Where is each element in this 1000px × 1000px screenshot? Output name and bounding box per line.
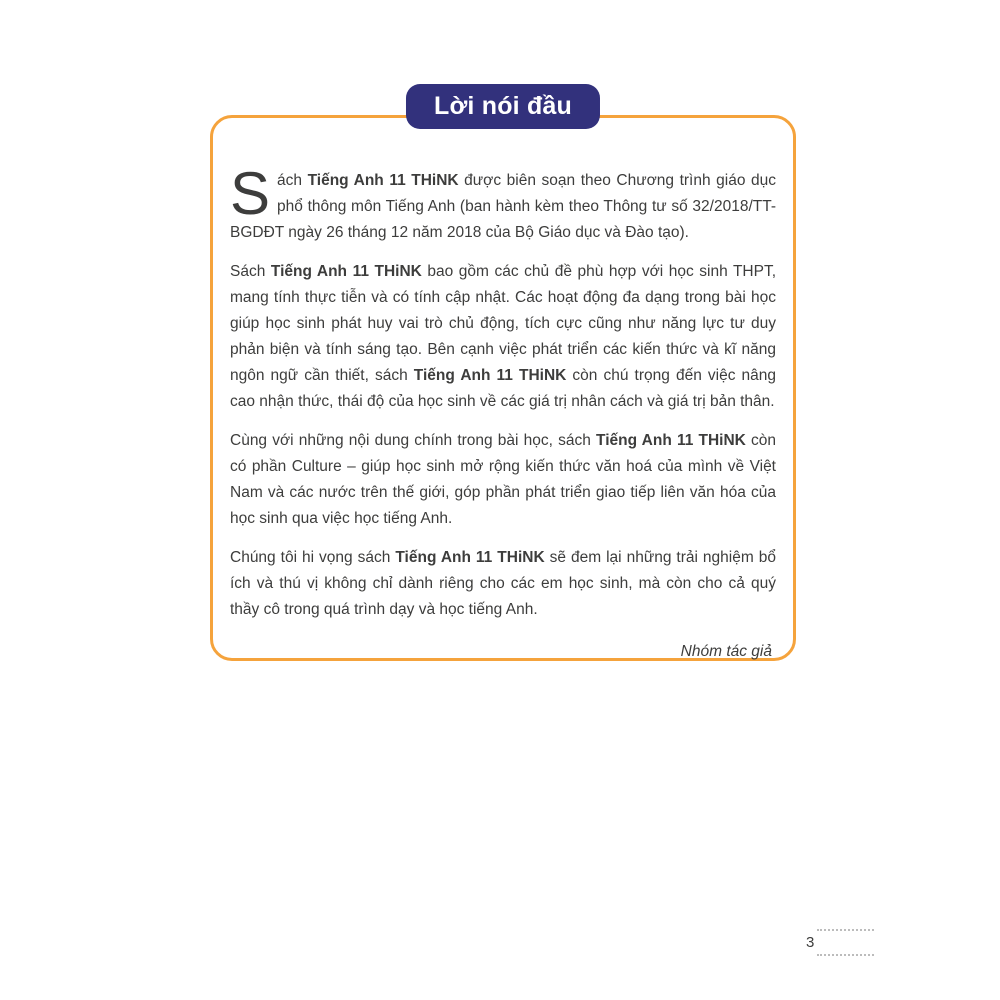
body-text: còn có phần Culture – giúp học sinh mở rộng kiến thức văn hoá của mình về Việt Nam và các nước trên thế giới, góp phần phát triển giao tiếp liên văn hóa của học sinh qua việc học tiếng Anh. xyxy=(230,432,776,527)
body-text: được biên soạn theo Chương trình giáo dục phổ thông môn Tiếng Anh (ban hành kèm theo Thông tư số 32/2018/TT-BGDĐT ngày 26 tháng 12 năm 2018 của Bộ Giáo dục và Đào tạo). xyxy=(230,172,776,241)
body-text: Cùng với những nội dung chính trong bài học, sách xyxy=(230,432,597,449)
book-title-text: Tiếng Anh 11 THiNK xyxy=(413,367,567,384)
preface-title-badge xyxy=(406,84,600,129)
body-text: bao gồm các chủ đề phù hợp với học sinh THPT, mang tính thực tiễn và có tính cập nhật. Các hoạt động đa dạng trong bài học giúp học sinh phát huy vai trò chủ động, tích cực cũng như năng lực tư duy phản biện và tính sáng tạo. Bên cạnh việc phát triển các kiến thức và kĩ năng ngôn ngữ cần thiết, sách xyxy=(230,263,777,384)
author-signature: Nhóm tác giả xyxy=(680,643,772,660)
page-number: 3 xyxy=(806,934,815,951)
body-text: Sách xyxy=(230,263,271,280)
page-number-block xyxy=(806,929,874,956)
book-title-text: Tiếng Anh 11 THiNK xyxy=(270,263,422,280)
book-title-text: Tiếng Anh 11 THiNK xyxy=(395,549,545,566)
paragraph xyxy=(230,545,776,623)
paragraph xyxy=(230,160,776,246)
book-title-text: Tiếng Anh 11 THiNK xyxy=(596,432,746,449)
paragraph xyxy=(230,428,776,532)
body-text: Chúng tôi hi vọng sách xyxy=(230,549,396,566)
preface-paragraphs xyxy=(230,160,777,623)
preface-box xyxy=(210,92,796,661)
body-text: còn chú trọng đến việc nâng cao nhận thức, thái độ của học sinh về các giá trị nhân cách và giá trị bản thân. xyxy=(230,367,777,410)
body-text: ách xyxy=(277,172,308,189)
paragraph xyxy=(230,259,776,415)
preface-content xyxy=(213,118,793,661)
drop-cap: S xyxy=(230,160,271,227)
preface-title: Lời nói đầu xyxy=(433,92,573,120)
dotted-rule-bottom xyxy=(817,954,874,956)
book-title-text: Tiếng Anh 11 THiNK xyxy=(307,172,459,189)
body-text: sẽ đem lại những trải nghiệm bổ ích và thú vị không chỉ dành riêng cho các em học sinh, mà còn cho cả quý thầy cô trong quá trình dạy và học tiếng Anh. xyxy=(230,549,776,618)
